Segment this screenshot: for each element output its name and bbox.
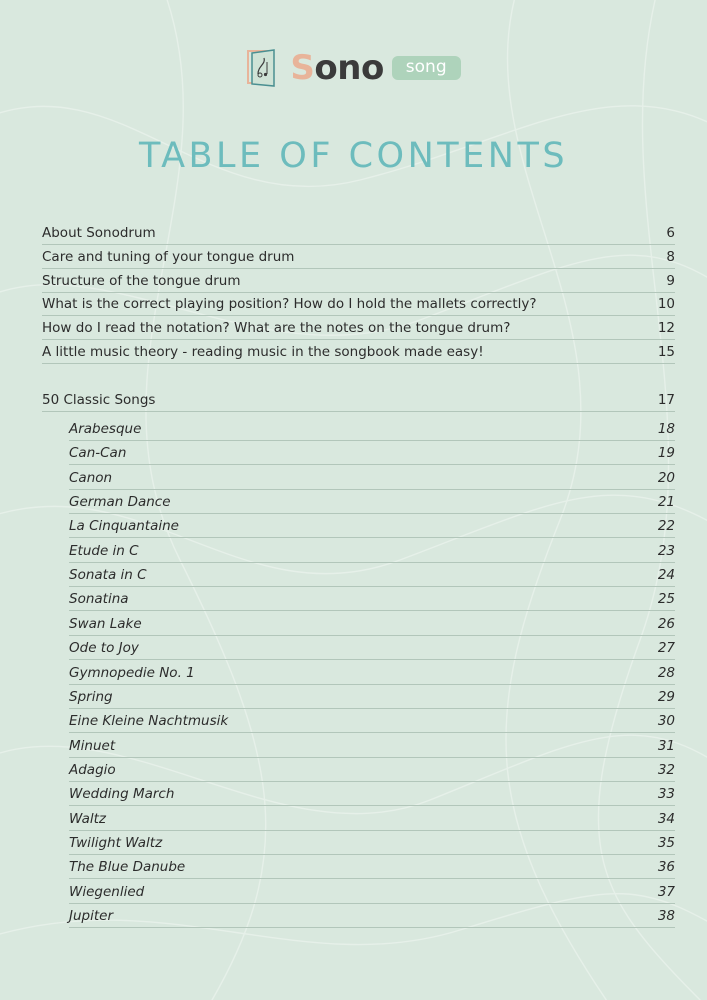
toc-entry-page-number: 21 [657, 494, 675, 510]
toc-entry-title: Twilight Waltz [69, 835, 163, 851]
toc-entry-page-number: 17 [657, 392, 675, 408]
toc-entry-page-number: 34 [657, 811, 675, 827]
toc-song-entry[interactable] [69, 588, 675, 611]
toc-entry-title: Jupiter [69, 908, 114, 924]
logo-wordmark-ono: ono [314, 48, 384, 88]
toc-song-entry[interactable] [69, 491, 675, 514]
toc-entry-page-number: 20 [657, 470, 675, 486]
toc-entry-page-number: 27 [657, 640, 675, 656]
toc-entry-page-number: 36 [657, 859, 675, 875]
toc-entry-title: Care and tuning of your tongue drum [42, 249, 295, 265]
toc-entry-page-number: 12 [657, 320, 675, 336]
toc-entry-title: How do I read the notation? What are the notes on the tongue drum? [42, 320, 511, 336]
toc-song-entry[interactable] [69, 856, 675, 879]
toc-entry[interactable] [42, 270, 675, 293]
toc-song-entry[interactable] [69, 662, 675, 685]
toc-entry-title: Adagio [69, 762, 116, 778]
toc-entry[interactable] [42, 222, 675, 245]
songbook-logo-icon [246, 48, 278, 88]
toc-entry-title: Arabesque [69, 421, 142, 437]
logo-song-tag: song [392, 56, 461, 80]
toc-entry-page-number: 30 [657, 713, 675, 729]
toc-entry-title: Sonata in C [69, 567, 147, 583]
toc-entry-title: La Cinquantaine [69, 518, 179, 534]
toc-entry-title: Sonatina [69, 591, 129, 607]
toc-entry-page-number: 31 [657, 738, 675, 754]
toc-entry-page-number: 25 [657, 591, 675, 607]
toc-song-entry[interactable] [69, 881, 675, 904]
toc-entry-title: 50 Classic Songs [42, 392, 156, 408]
toc-song-entry[interactable] [69, 467, 675, 490]
toc-entry-title: Structure of the tongue drum [42, 273, 241, 289]
toc-entry-title: Waltz [69, 811, 107, 827]
toc-entry-title: German Dance [69, 494, 171, 510]
toc-entry-title: What is the correct playing position? How do I hold the mallets correctly? [42, 296, 537, 312]
toc-entry-page-number: 24 [657, 567, 675, 583]
toc-entry-page-number: 26 [657, 616, 675, 632]
toc-entry-page-number: 6 [666, 225, 675, 241]
toc-entry-page-number: 15 [657, 344, 675, 360]
toc-song-entry[interactable] [69, 613, 675, 636]
toc-song-entry[interactable] [69, 442, 675, 465]
toc-song-entry[interactable] [69, 418, 675, 441]
toc-entry-title: The Blue Danube [69, 859, 186, 875]
toc-song-entry[interactable] [69, 759, 675, 782]
toc-entry-title: Eine Kleine Nachtmusik [69, 713, 229, 729]
toc-entry-page-number: 22 [657, 518, 675, 534]
toc-song-entry[interactable] [69, 686, 675, 709]
toc-entry[interactable] [42, 389, 675, 412]
toc-entry-page-number: 35 [657, 835, 675, 851]
toc-entry[interactable] [42, 246, 675, 269]
toc-entry-page-number: 8 [666, 249, 675, 265]
page-title: TABLE OF CONTENTS [138, 136, 569, 176]
toc-entry[interactable] [42, 341, 675, 364]
toc-entry-title: Ode to Joy [69, 640, 139, 656]
toc-song-entry[interactable] [69, 540, 675, 563]
toc-entry-title: Swan Lake [69, 616, 142, 632]
toc-entry[interactable] [42, 293, 675, 316]
toc-entry-title: Can-Can [69, 445, 127, 461]
toc-entry-title: Gymnopedie No. 1 [69, 665, 195, 681]
toc-entry-title: Canon [69, 470, 113, 486]
toc-entry-page-number: 38 [657, 908, 675, 924]
toc-entry-page-number: 10 [657, 296, 675, 312]
toc-song-entry[interactable] [69, 783, 675, 806]
toc-song-entry[interactable] [69, 564, 675, 587]
toc-entry-title: Etude in C [69, 543, 139, 559]
toc-song-entry[interactable] [69, 710, 675, 733]
toc-entry-page-number: 9 [666, 273, 675, 289]
toc-entry-page-number: 32 [657, 762, 675, 778]
toc-song-entry[interactable] [69, 637, 675, 660]
toc-entry-title: Minuet [69, 738, 116, 754]
toc-entry-title: Spring [69, 689, 113, 705]
toc-entry-title: A little music theory - reading music in the songbook made easy! [42, 344, 484, 360]
toc-entry-page-number: 28 [657, 665, 675, 681]
sonosong-logo [0, 48, 707, 88]
toc-entry-page-number: 33 [657, 786, 675, 802]
toc-song-entry[interactable] [69, 905, 675, 928]
logo-wordmark [290, 48, 384, 88]
toc-entry-page-number: 18 [657, 421, 675, 437]
toc-entry-page-number: 23 [657, 543, 675, 559]
toc-entry-page-number: 29 [657, 689, 675, 705]
toc-song-entry[interactable] [69, 515, 675, 538]
toc-song-entry[interactable] [69, 832, 675, 855]
toc-entry-title: Wedding March [69, 786, 175, 802]
toc-entry-title: About Sonodrum [42, 225, 156, 241]
toc-entry-page-number: 19 [657, 445, 675, 461]
toc-entry-title: Wiegenlied [69, 884, 145, 900]
toc-entry[interactable] [42, 317, 675, 340]
toc-song-entry[interactable] [69, 808, 675, 831]
logo-wordmark-s: S [290, 48, 315, 88]
toc-entry-page-number: 37 [657, 884, 675, 900]
toc-song-entry[interactable] [69, 735, 675, 758]
